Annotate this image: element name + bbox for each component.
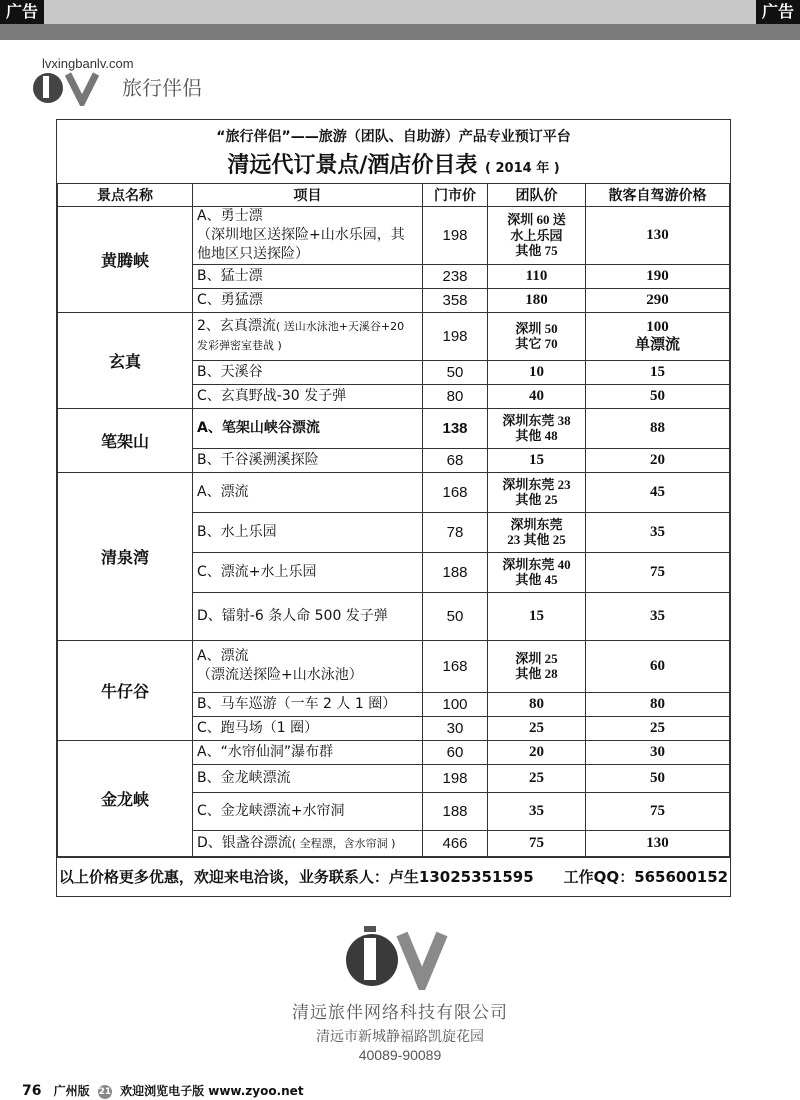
item-cell bbox=[193, 764, 423, 792]
scenic-name: 黄腾峡 bbox=[58, 207, 193, 313]
item-name: C、漂流+水上乐园 bbox=[197, 563, 317, 580]
self-drive-price: 190 bbox=[586, 264, 730, 288]
team-price: 深圳东莞 40 其他 45 bbox=[488, 552, 586, 592]
self-drive-price: 35 bbox=[586, 512, 730, 552]
team-price: 15 bbox=[488, 592, 586, 640]
col-header: 景点名称 bbox=[58, 184, 193, 207]
page-footer bbox=[22, 1082, 304, 1099]
edition-label: 广州版 bbox=[53, 1084, 90, 1098]
scenic-name: 牛仔谷 bbox=[58, 640, 193, 740]
item-cell bbox=[193, 408, 423, 448]
team-price: 180 bbox=[488, 288, 586, 312]
ad-label-left: 广告 bbox=[0, 0, 44, 24]
self-drive-price: 130 bbox=[586, 207, 730, 265]
brand-logo bbox=[30, 56, 230, 106]
ad-label-right: 广告 bbox=[756, 0, 800, 24]
page-number: 76 bbox=[22, 1083, 42, 1099]
retail-price: 168 bbox=[423, 472, 488, 512]
item-name: D、银盏谷漂流 bbox=[197, 834, 292, 851]
table-row bbox=[58, 472, 730, 512]
self-drive-price: 15 bbox=[586, 360, 730, 384]
self-drive-price: 60 bbox=[586, 640, 730, 692]
col-header: 散客自驾游价格 bbox=[586, 184, 730, 207]
retail-price: 188 bbox=[423, 792, 488, 830]
table-title-text: 清远代订景点/酒店价目表 bbox=[227, 153, 478, 178]
self-drive-price: 130 bbox=[586, 830, 730, 856]
item-cell bbox=[193, 384, 423, 408]
retail-price: 78 bbox=[423, 512, 488, 552]
table-row bbox=[58, 408, 730, 448]
contact-footer: 以上价格更多优惠，欢迎来电洽谈，业务联系人：卢生13025351595 工作QQ：565600152 bbox=[57, 857, 730, 896]
table-title bbox=[57, 148, 730, 179]
self-drive-price: 88 bbox=[586, 408, 730, 448]
team-price: 25 bbox=[488, 764, 586, 792]
item-cell bbox=[193, 472, 423, 512]
team-price: 深圳 25 其他 28 bbox=[488, 640, 586, 692]
self-drive-price: 30 bbox=[586, 740, 730, 764]
col-header: 项目 bbox=[193, 184, 423, 207]
retail-price: 168 bbox=[423, 640, 488, 692]
item-cell bbox=[193, 312, 423, 360]
item-name: B、金龙峡漂流 bbox=[197, 769, 291, 786]
scenic-name: 清泉湾 bbox=[58, 472, 193, 640]
col-header: 门市价 bbox=[423, 184, 488, 207]
item-cell bbox=[193, 792, 423, 830]
item-name: B、马车巡游（一车 2 人 1 圈） bbox=[197, 695, 397, 712]
item-name: B、天溪谷 bbox=[197, 363, 263, 380]
edition-badge-icon: 21 bbox=[98, 1086, 112, 1097]
team-price: 25 bbox=[488, 716, 586, 740]
retail-price: 198 bbox=[423, 312, 488, 360]
self-drive-price: 45 bbox=[586, 472, 730, 512]
item-cell bbox=[193, 692, 423, 716]
item-name: B、千谷溪溯溪探险 bbox=[197, 451, 319, 468]
item-name: A、漂流 （漂流送探险+山水泳池） bbox=[197, 648, 363, 684]
retail-price: 80 bbox=[423, 384, 488, 408]
company-phone: 40089-90089 bbox=[358, 1047, 442, 1063]
retail-price: 358 bbox=[423, 288, 488, 312]
table-row bbox=[58, 640, 730, 692]
team-price: 深圳东莞 23 其他 25 bbox=[488, 512, 586, 552]
company-block bbox=[0, 920, 800, 1063]
item-cell bbox=[193, 640, 423, 692]
self-drive-price: 25 bbox=[586, 716, 730, 740]
company-name: 清远旅伴网络科技有限公司 bbox=[292, 1003, 508, 1023]
item-cell bbox=[193, 740, 423, 764]
item-note: ( 送山水泳池+天溪谷+20 发彩弹密室巷战 ) bbox=[197, 320, 405, 353]
item-cell bbox=[193, 207, 423, 265]
item-cell bbox=[193, 288, 423, 312]
self-drive-price: 20 bbox=[586, 448, 730, 472]
company-logo-icon bbox=[340, 920, 460, 990]
item-cell bbox=[193, 716, 423, 740]
price-table-box bbox=[56, 119, 731, 897]
retail-price: 238 bbox=[423, 264, 488, 288]
table-row bbox=[58, 740, 730, 764]
team-price: 深圳 50 其它 70 bbox=[488, 312, 586, 360]
item-cell bbox=[193, 592, 423, 640]
team-price: 80 bbox=[488, 692, 586, 716]
team-price: 10 bbox=[488, 360, 586, 384]
item-name: A、“水帘仙洞”瀑布群 bbox=[197, 743, 334, 760]
table-row bbox=[58, 207, 730, 265]
team-price: 深圳东莞 38 其他 48 bbox=[488, 408, 586, 448]
item-name: C、勇猛漂 bbox=[197, 291, 263, 308]
item-note: ( 全程漂，含水帘洞 ) bbox=[291, 836, 396, 850]
team-price: 深圳东莞 23 其他 25 bbox=[488, 472, 586, 512]
price-table-body bbox=[58, 207, 730, 857]
table-subtitle: “旅行伴侣”——旅游（团队、自助游）产品专业预订平台 bbox=[216, 129, 571, 145]
item-name: A、勇士漂 （深圳地区送探险+山水乐园，其他地区只送探险） bbox=[197, 208, 405, 262]
logo-brand-name: 旅行伴侣 bbox=[122, 76, 202, 100]
retail-price: 198 bbox=[423, 207, 488, 265]
company-address: 清远市新城静福路凯旋花园 bbox=[316, 1029, 484, 1045]
top-banner bbox=[0, 0, 800, 40]
self-drive-price: 50 bbox=[586, 384, 730, 408]
table-header-row bbox=[58, 184, 730, 207]
scenic-name: 金龙峡 bbox=[58, 740, 193, 856]
item-name: B、水上乐园 bbox=[197, 523, 277, 540]
self-drive-price: 50 bbox=[586, 764, 730, 792]
self-drive-price: 35 bbox=[586, 592, 730, 640]
retail-price: 100 bbox=[423, 692, 488, 716]
item-cell bbox=[193, 360, 423, 384]
item-name: 2、玄真漂流 bbox=[197, 318, 276, 335]
item-name: C、跑马场（1 圈） bbox=[197, 719, 319, 736]
retail-price: 60 bbox=[423, 740, 488, 764]
self-drive-price: 75 bbox=[586, 792, 730, 830]
table-row bbox=[58, 312, 730, 360]
retail-price: 68 bbox=[423, 448, 488, 472]
retail-price: 188 bbox=[423, 552, 488, 592]
team-price: 35 bbox=[488, 792, 586, 830]
logo-mark-icon bbox=[30, 70, 120, 106]
item-name: B、猛士漂 bbox=[197, 267, 263, 284]
price-table bbox=[57, 183, 730, 857]
retail-price: 138 bbox=[423, 408, 488, 448]
item-name: C、金龙峡漂流+水帘洞 bbox=[197, 802, 345, 819]
item-name: C、玄真野战-30 发子弹 bbox=[197, 387, 347, 404]
item-name: A、漂流 bbox=[197, 483, 249, 500]
item-name: A、笔架山峡谷漂流 bbox=[197, 419, 320, 436]
item-cell bbox=[193, 552, 423, 592]
scenic-name: 玄真 bbox=[58, 312, 193, 408]
self-drive-price: 75 bbox=[586, 552, 730, 592]
item-cell bbox=[193, 264, 423, 288]
team-price: 110 bbox=[488, 264, 586, 288]
col-header: 团队价 bbox=[488, 184, 586, 207]
website-text: 欢迎浏览电子版 www.zyoo.net bbox=[120, 1084, 304, 1098]
team-price: 75 bbox=[488, 830, 586, 856]
self-drive-price: 100 单漂流 bbox=[586, 312, 730, 360]
item-cell bbox=[193, 830, 423, 856]
team-price: 40 bbox=[488, 384, 586, 408]
item-cell bbox=[193, 448, 423, 472]
self-drive-price: 80 bbox=[586, 692, 730, 716]
scenic-name: 笔架山 bbox=[58, 408, 193, 472]
retail-price: 50 bbox=[423, 592, 488, 640]
item-name: D、镭射-6 条人命 500 发子弹 bbox=[197, 607, 388, 624]
retail-price: 30 bbox=[423, 716, 488, 740]
item-cell bbox=[193, 512, 423, 552]
retail-price: 466 bbox=[423, 830, 488, 856]
retail-price: 50 bbox=[423, 360, 488, 384]
self-drive-price: 290 bbox=[586, 288, 730, 312]
team-price: 深圳 60 送 水上乐园 其他 75 bbox=[488, 207, 586, 265]
table-year: ( 2014 年 ) bbox=[485, 161, 560, 176]
team-price: 20 bbox=[488, 740, 586, 764]
team-price: 15 bbox=[488, 448, 586, 472]
retail-price: 198 bbox=[423, 764, 488, 792]
logo-url: lvxingbanlv.com bbox=[42, 56, 134, 71]
top-banner-strip bbox=[0, 24, 800, 40]
